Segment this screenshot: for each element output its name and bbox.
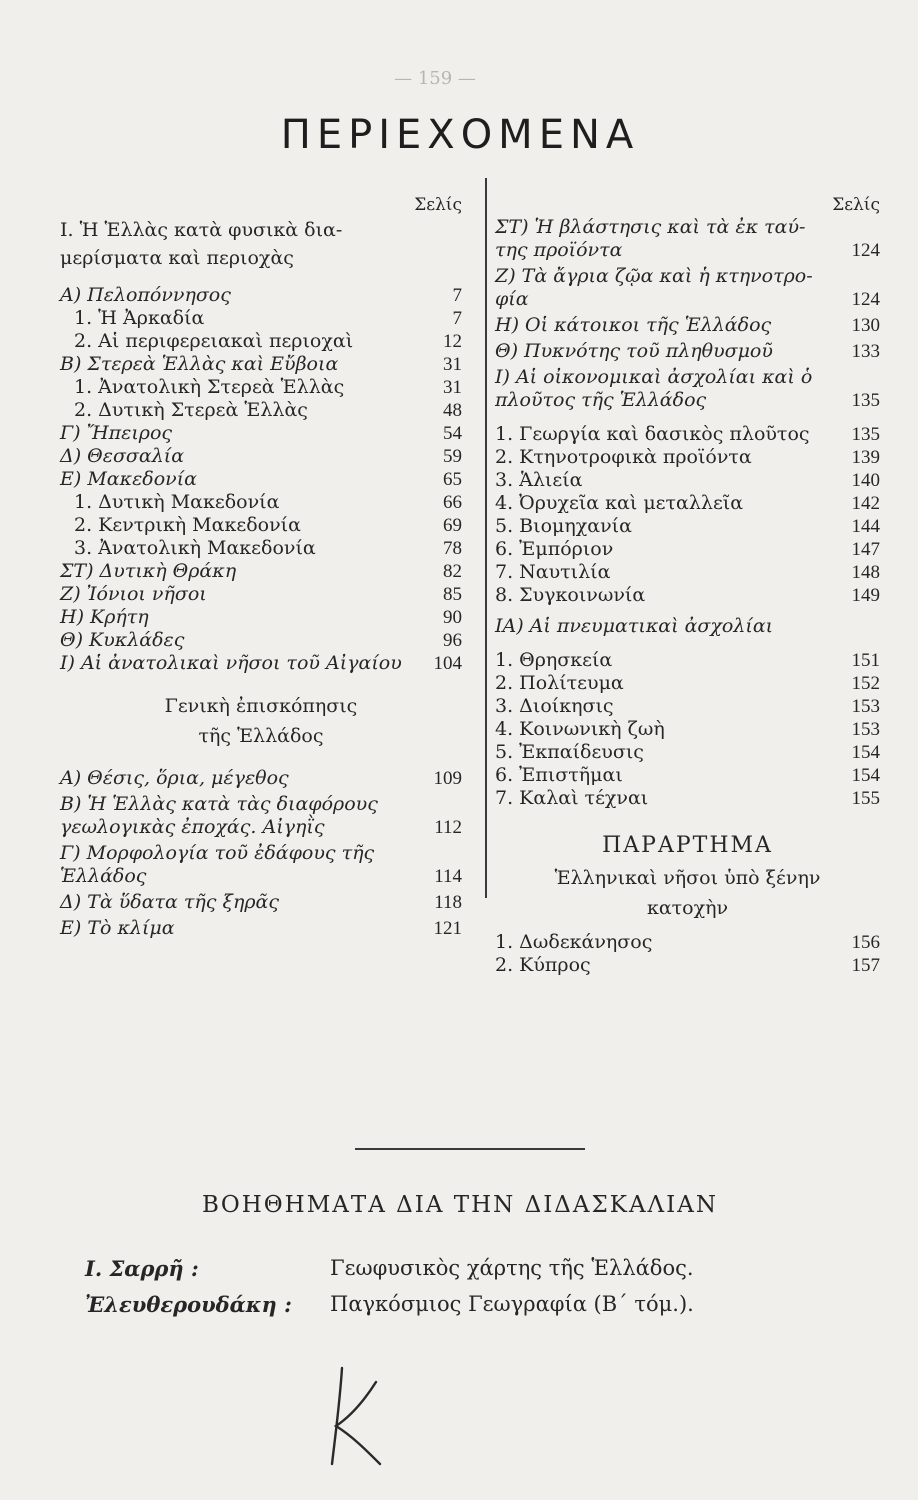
toc-entry: [495, 787, 880, 810]
toc-entry-page: 82: [443, 561, 462, 582]
toc-entry-page: 7: [452, 308, 462, 329]
aid-author: Ἐλευθερουδάκη :: [85, 1292, 292, 1317]
toc-entry-label: 2. Πολίτευμα: [495, 672, 624, 694]
toc-entry: [60, 917, 462, 940]
toc-entry-page: 12: [443, 331, 462, 352]
column-divider: [485, 178, 487, 898]
toc-entry-page: 142: [851, 493, 880, 514]
toc-entry-label: 2. Κύπρος: [495, 954, 591, 976]
toc-entry-page: 59: [443, 446, 462, 467]
toc-entry-page: 65: [443, 469, 462, 490]
toc-entry-label: 6. Ἐμπόριον: [495, 538, 614, 560]
toc-entry: [495, 538, 880, 561]
toc-entry: [60, 583, 462, 606]
toc-entry-page: 109: [433, 768, 462, 789]
toc-entry-page: 133: [851, 341, 880, 362]
toc-entry: [495, 314, 880, 337]
toc-entry-page: 156: [851, 932, 880, 953]
toc-entry: [60, 353, 462, 376]
toc-entry-page: 124: [851, 240, 880, 261]
toc-entry-page: 135: [851, 390, 880, 411]
toc-entry-label: Δ) Θεσσαλία: [60, 445, 185, 467]
toc-section-appendix: [495, 931, 880, 977]
toc-entry: [60, 307, 462, 330]
toc-right-column: [495, 194, 880, 977]
toc-entry: [495, 265, 880, 311]
toc-entry: [495, 561, 880, 584]
toc-left-column: [60, 194, 462, 943]
toc-entry-page: 135: [851, 424, 880, 445]
toc-entry-page: 155: [851, 788, 880, 809]
appendix-title: ΠΑΡΑΡΤΗΜΑ: [602, 833, 773, 858]
toc-entry-page: 139: [851, 447, 880, 468]
toc-entry-label: 1. Ἡ Ἀρκαδία: [74, 307, 205, 329]
toc-entry-page: 149: [851, 585, 880, 606]
toc-entry-label: 3. Ἀνατολικὴ Μακεδονία: [74, 537, 316, 559]
toc-entry-page: 78: [443, 538, 462, 559]
toc-entry-label: Ε) Τὸ κλίμα: [60, 917, 175, 939]
toc-entry-label: Γ) Ἤπειρος: [60, 422, 173, 444]
aid-ref: [85, 1256, 825, 1292]
toc-entry-label: 1. Γεωργία καὶ δασικὸς πλοῦτος: [495, 423, 810, 445]
toc-entry-page: 66: [443, 492, 462, 513]
toc-entry-label: Β) Στερεὰ Ἑλλὰς καὶ Εὔβοια: [60, 353, 339, 375]
general-title-line1: Γενικὴ ἐπισκόπησις: [164, 695, 358, 717]
toc-entry: [60, 330, 462, 353]
toc-entry-label: Ι) Αἱ ἀνατολικαὶ νῆσοι τοῦ Αἰγαίου: [60, 652, 402, 674]
toc-entry-label: Θ) Κυκλάδες: [60, 629, 185, 651]
aid-work: Παγκόσμιος Γεωγραφία (Β΄ τόμ.).: [330, 1292, 694, 1316]
toc-entry-page: 153: [851, 696, 880, 717]
toc-entry: [495, 515, 880, 538]
toc-entry-page: 144: [851, 516, 880, 537]
toc-entry-page: 114: [434, 866, 462, 887]
toc-entry: [60, 842, 462, 888]
toc-entry: [495, 469, 880, 492]
toc-entry: [495, 492, 880, 515]
toc-entry-label: Δ) Τὰ ὕδατα τῆς ξηρᾶς: [60, 891, 279, 913]
toc-entry-page: 130: [851, 315, 880, 336]
toc-entry: [60, 652, 462, 675]
toc-entry: [60, 537, 462, 560]
toc-entry: [495, 423, 880, 446]
toc-entry-page: 157: [851, 955, 880, 976]
toc-entry-label: 1. Δωδεκάνησος: [495, 931, 653, 953]
toc-entry-label: Ζ) Τὰ ἄγρια ζῷα καὶ ἡ κτηνοτρο-φία: [495, 265, 813, 310]
toc-entry-page: 104: [433, 653, 462, 674]
page-number: — 159 —: [394, 68, 476, 89]
toc-entry-page: 124: [851, 289, 880, 310]
toc-entry: [60, 399, 462, 422]
toc-entry-page: 48: [443, 400, 462, 421]
toc-entry: [495, 718, 880, 741]
aid-ref: [85, 1292, 825, 1328]
toc-entry-page: 69: [443, 515, 462, 536]
toc-entry-label: 5. Ἐκπαίδευσις: [495, 741, 644, 763]
toc-entry-page: 90: [443, 607, 462, 628]
aid-author: Ι. Σαρρῆ :: [85, 1256, 199, 1281]
toc-entry: [60, 284, 462, 307]
toc-entry: [495, 672, 880, 695]
toc-entry-label: 4. Ὀρυχεῖα καὶ μεταλλεῖα: [495, 492, 744, 514]
toc-section-general: [60, 767, 462, 940]
toc-entry-label: 8. Συγκοινωνία: [495, 584, 646, 606]
toc-entry: [60, 376, 462, 399]
appendix-subtitle-line2: κατοχὴν: [646, 897, 729, 919]
toc-entry: [495, 649, 880, 672]
toc-entry-label: Α) Θέσις, ὅρια, μέγεθος: [60, 767, 289, 789]
toc-section-topics: [495, 216, 880, 412]
toc-entry: [60, 422, 462, 445]
toc-entry-page: 118: [434, 892, 462, 913]
toc-entry-label: 2. Αἱ περιφερειακαὶ περιοχαὶ: [74, 330, 354, 352]
toc-entry: [60, 491, 462, 514]
aids-title: ΒΟΗΘΗΜΑΤΑ ΔΙΑ ΤΗΝ ΔΙΔΑΣΚΑΛΙΑΝ: [201, 1192, 718, 1218]
toc-entry: [60, 606, 462, 629]
toc-entry-label: 7. Καλαὶ τέχναι: [495, 787, 649, 809]
toc-entry: [495, 446, 880, 469]
toc-entry-label: Ζ) Ἰόνιοι νῆσοι: [60, 583, 207, 605]
toc-entry-label: 7. Ναυτιλία: [495, 561, 611, 583]
toc-entry-label: 1. Ἀνατολικὴ Στερεὰ Ἑλλὰς: [74, 376, 345, 398]
toc-entry-page: 96: [443, 630, 462, 651]
toc-entry: [495, 954, 880, 977]
toc-entry-label: Ε) Μακεδονία: [60, 468, 197, 490]
toc-entry-label: Ι) Αἱ οἰκονομικαὶ ἀσχολίαι καὶ ὁ πλοῦτος τῆς Ἑλλάδος: [495, 366, 813, 411]
toc-entry-label: 5. Βιομηχανία: [495, 515, 632, 537]
page-title: ΠΕΡΙΕΧΟΜΕΝΑ: [280, 112, 640, 158]
toc-entry-label: Α) Πελοπόννησος: [60, 284, 231, 306]
toc-entry: [60, 767, 462, 790]
toc-entry-label: Γ) Μορφολογία τοῦ ἐδάφους τῆς Ἑλλάδος: [60, 842, 375, 887]
toc-entry-page: 153: [851, 719, 880, 740]
toc-entry: [60, 514, 462, 537]
toc-entry-page: 54: [443, 423, 462, 444]
pages-header: Σελίς: [414, 195, 462, 215]
section-rule: [355, 1148, 585, 1150]
handwritten-k-mark: [318, 1360, 388, 1470]
toc-entry-label: ΣΤ) Δυτικὴ Θράκη: [60, 560, 237, 582]
toc-entry-label: 2. Κεντρικὴ Μακεδονία: [74, 514, 301, 536]
toc-entry-page: 121: [433, 918, 462, 939]
toc-entry-label: 4. Κοινωνικὴ ζωὴ: [495, 718, 665, 740]
toc-entry-page: 151: [851, 650, 880, 671]
general-title-line2: τῆς Ἑλλάδος: [198, 725, 324, 747]
toc-entry-page: 112: [434, 817, 462, 838]
toc-entry-label: 2. Δυτικὴ Στερεὰ Ἑλλὰς: [74, 399, 308, 421]
toc-entry: [495, 741, 880, 764]
toc-entry: [495, 931, 880, 954]
toc-entry: [495, 366, 880, 412]
toc-entry-page: 31: [443, 354, 462, 375]
toc-entry-page: 85: [443, 584, 462, 605]
toc-entry-label: 1. Θρησκεία: [495, 649, 613, 671]
toc-entry: [60, 793, 462, 839]
toc-entry: [495, 216, 880, 262]
toc-entry-label: Η) Κρήτη: [60, 606, 149, 628]
aid-work: Γεωφυσικὸς χάρτης τῆς Ἑλλάδος.: [330, 1256, 694, 1280]
toc-entry-page: 148: [851, 562, 880, 583]
toc-entry: [60, 560, 462, 583]
toc-entry-page: 147: [851, 539, 880, 560]
toc-entry-label: 6. Ἐπιστῆμαι: [495, 764, 623, 786]
toc-entry: [495, 764, 880, 787]
toc-entry: [60, 891, 462, 914]
toc-entry-label: 3. Διοίκησις: [495, 695, 614, 717]
toc-entry-page: 140: [851, 470, 880, 491]
toc-section-regions: [60, 284, 462, 675]
toc-entry-label: 2. Κτηνοτροφικὰ προϊόντα: [495, 446, 752, 468]
toc-entry-page: 152: [851, 673, 880, 694]
toc-entry: [60, 468, 462, 491]
aids-list: [85, 1256, 825, 1328]
spiritual-title: ΙΑ) Αἱ πνευματικαὶ ἀσχολίαι: [495, 615, 774, 637]
toc-entry-page: 154: [851, 765, 880, 786]
appendix-subtitle-line1: Ἑλληνικαὶ νῆσοι ὑπὸ ξένην: [554, 867, 821, 889]
toc-entry: [495, 695, 880, 718]
toc-entry: [60, 629, 462, 652]
toc-entry: [495, 340, 880, 363]
toc-entry-label: Β) Ἡ Ἑλλὰς κατὰ τὰς διαφόρους γεωλογικὰς ἐποχάς. Αἰγηῒς: [60, 793, 378, 838]
toc-entry-page: 31: [443, 377, 462, 398]
toc-entry-page: 7: [452, 285, 462, 306]
toc-entry-label: Η) Οἱ κάτοικοι τῆς Ἑλλάδος: [495, 314, 772, 336]
toc-section-economy: [495, 423, 880, 607]
pages-header-right: Σελίς: [832, 195, 880, 215]
toc-entry: [495, 584, 880, 607]
part-title: I. Ἡ Ἑλλὰς κατὰ φυσικὰ δια-μερίσματα καὶ περιοχὰς: [60, 219, 343, 269]
toc-entry-label: ΣΤ) Ἡ βλάστησις καὶ τὰ ἐκ ταύ-της προϊόντα: [495, 216, 806, 261]
toc-entry-label: Θ) Πυκνότης τοῦ πληθυσμοῦ: [495, 340, 773, 362]
toc-entry-label: 1. Δυτικὴ Μακεδονία: [74, 491, 280, 513]
toc-entry-page: 154: [851, 742, 880, 763]
toc-entry-label: 3. Ἁλιεία: [495, 469, 583, 491]
toc-entry: [60, 445, 462, 468]
toc-section-spiritual: [495, 649, 880, 810]
